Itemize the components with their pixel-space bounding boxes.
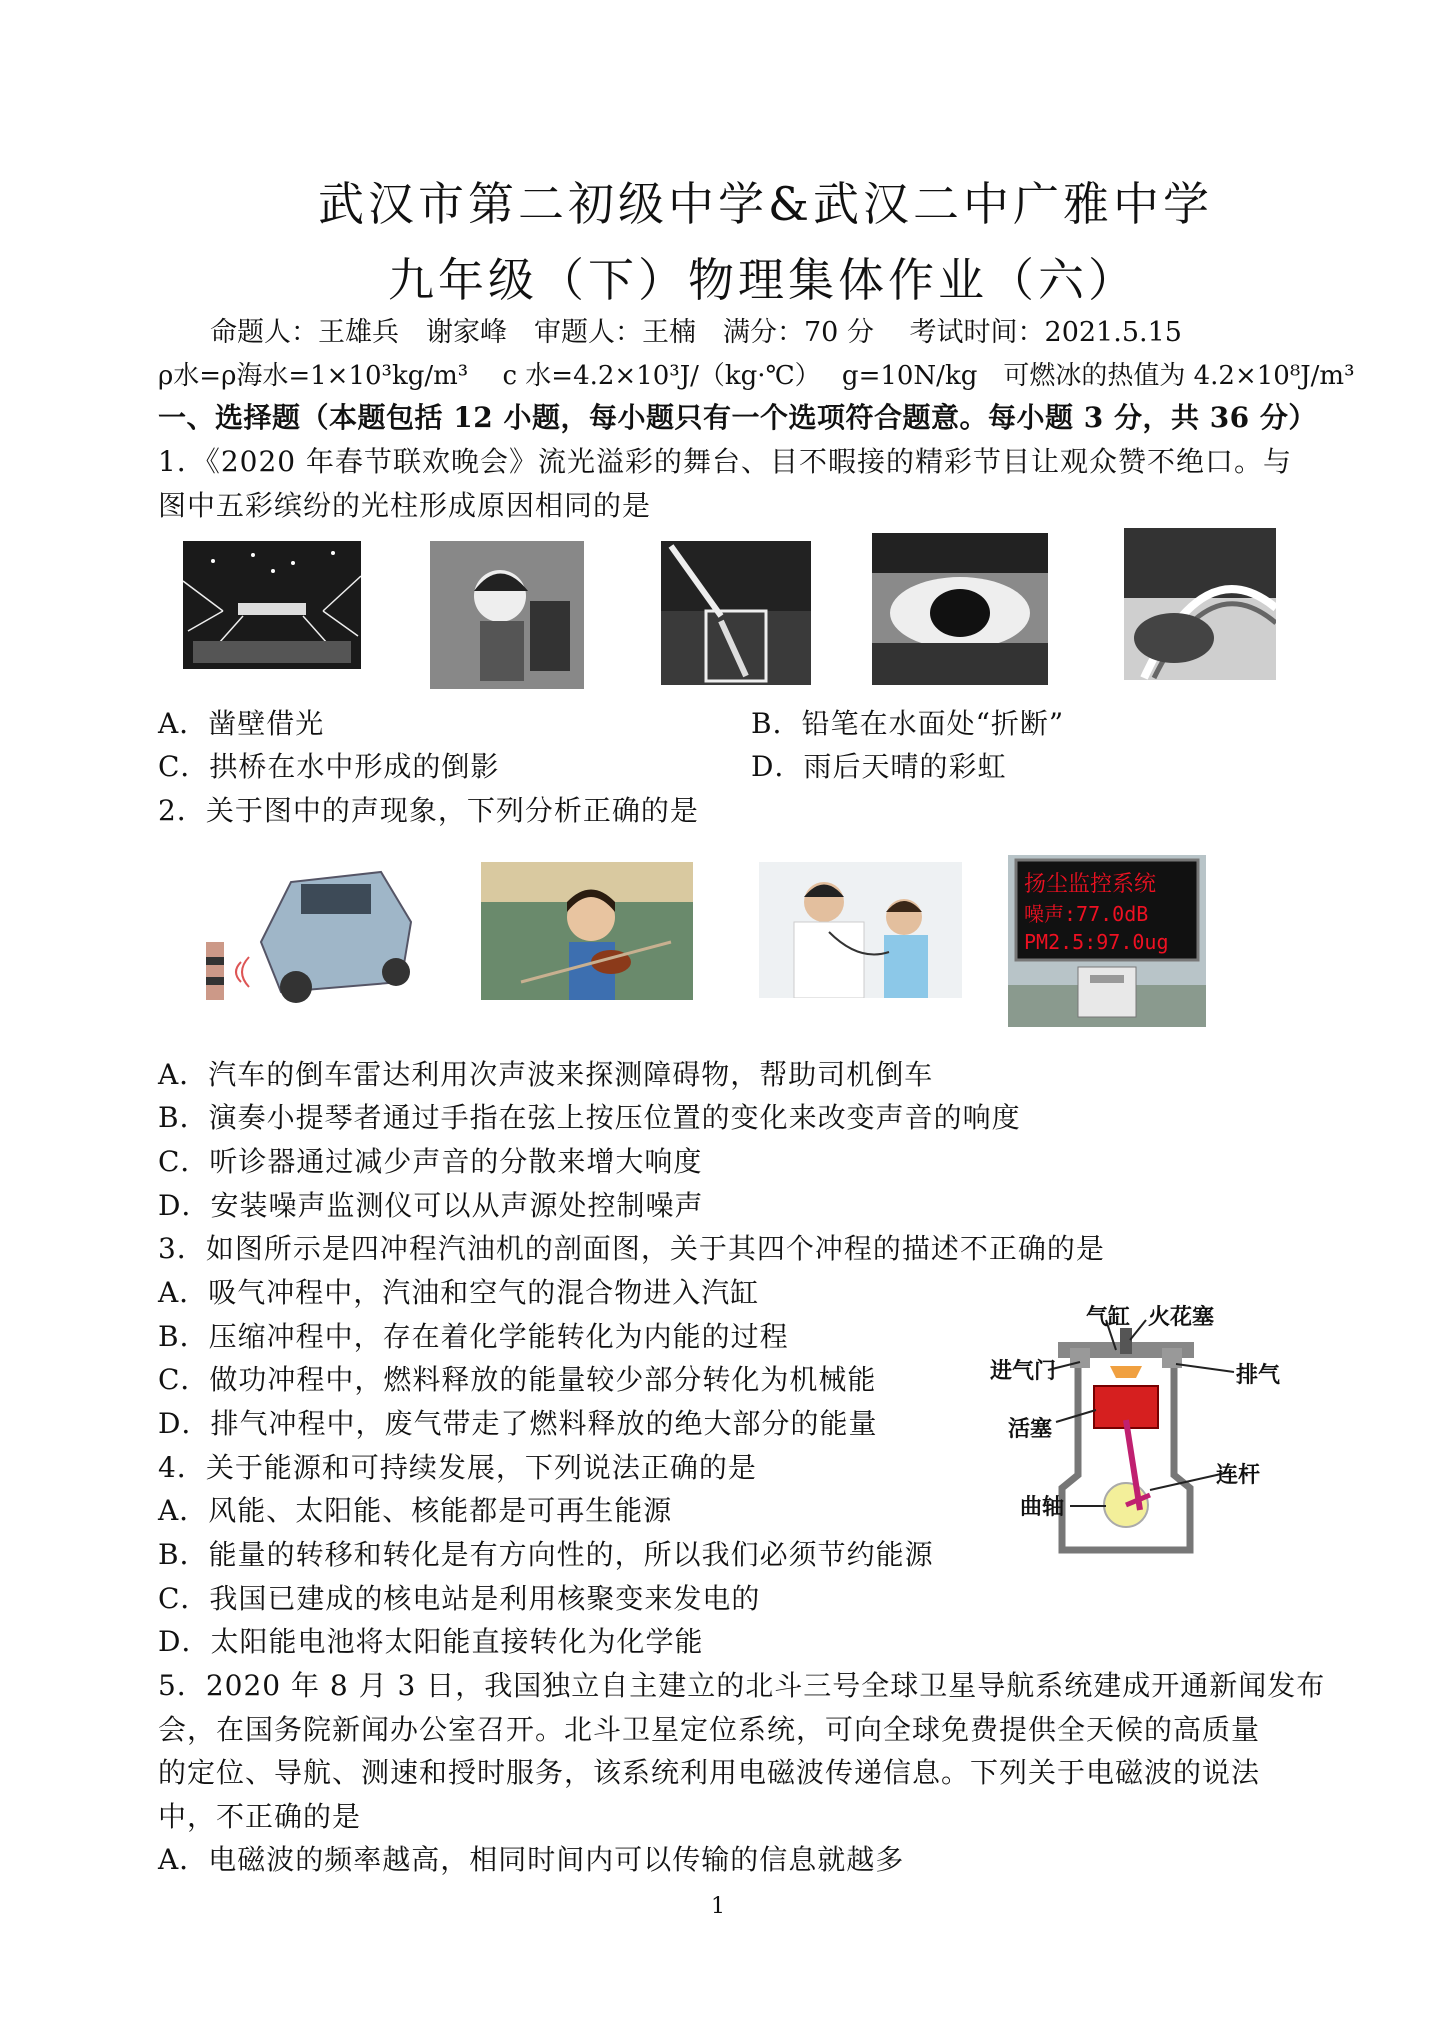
label-spark-plug: 火花塞 [1148, 1305, 1215, 1330]
q5-stem-line1: 5．2020 年 8 月 3 日，我国独立自主建立的北斗三号全球卫星导航系统建成开通新闻发布 [158, 1669, 1326, 1702]
q1-option-c: C．拱桥在水中形成的倒影 [158, 750, 500, 783]
q4-option-a: A．风能、太阳能、核能都是可再生能源 [158, 1494, 673, 1527]
q2-option-c: C．听诊器通过减少声音的分散来增大响度 [158, 1145, 703, 1178]
q1-option-b: B．铅笔在水面处“折断” [751, 707, 1065, 740]
q4-stem: 4．关于能源和可持续发展，下列说法正确的是 [158, 1451, 757, 1484]
stethoscope-image [759, 862, 962, 998]
page-number: 1 [711, 1894, 725, 1919]
violin-player-image [481, 862, 693, 1000]
stage-lights-image [183, 541, 361, 669]
bridge-reflection-image [872, 533, 1048, 685]
q5-option-a: A．电磁波的频率越高，相同时间内可以传输的信息就越多 [158, 1843, 905, 1876]
noise-monitor-image [1008, 855, 1206, 1027]
q3-option-c: C．做功冲程中，燃料释放的能量较少部分转化为机械能 [158, 1363, 877, 1396]
label-exhaust: 排气 [1236, 1363, 1281, 1388]
q4-option-c: C．我国已建成的核电站是利用核聚变来发电的 [158, 1582, 761, 1615]
label-piston: 活塞 [1008, 1417, 1053, 1442]
q1-option-a: A．凿壁借光 [158, 707, 325, 740]
label-cylinder: 气缸 [1086, 1305, 1131, 1330]
label-rod: 连杆 [1216, 1463, 1261, 1488]
car-radar-image [201, 862, 417, 1010]
q4-option-b: B．能量的转移和转化是有方向性的，所以我们必须节约能源 [158, 1538, 934, 1571]
engine-diagram [990, 1300, 1290, 1562]
label-crank: 曲轴 [1020, 1495, 1065, 1520]
q1-option-d: D．雨后天晴的彩虹 [751, 750, 1007, 783]
q1-stem-line2: 图中五彩缤纷的光柱形成原因相同的是 [158, 489, 652, 522]
section-heading: 一、选择题（本题包括 12 小题，每小题只有一个选项符合题意。每小题 3 分，共 36 分） [158, 401, 1317, 434]
q1-stem-line1: 1．《2020 年春节联欢晚会》流光溢彩的舞台、目不暇接的精彩节目让观众赞不绝口。与 [158, 445, 1292, 478]
q2-option-d: D．安装噪声监测仪可以从声源处控制噪声 [158, 1189, 704, 1222]
school-title: 武汉市第二初级中学&武汉二中广雅中学 [318, 177, 1213, 231]
board-line1: 扬尘监控系统 [1024, 872, 1157, 897]
chisel-wall-image [430, 541, 584, 689]
pencil-in-water-image [661, 541, 811, 685]
board-line2: 噪声:77.0dB [1024, 902, 1149, 926]
q3-option-a: A．吸气冲程中，汽油和空气的混合物进入汽缸 [158, 1276, 760, 1309]
assignment-title: 九年级（下）物理集体作业（六） [388, 253, 1138, 307]
q3-option-b: B．压缩冲程中，存在着化学能转化为内能的过程 [158, 1320, 789, 1353]
q2-option-b: B．演奏小提琴者通过手指在弦上按压位置的变化来改变声音的响度 [158, 1101, 1021, 1134]
q3-stem: 3．如图所示是四冲程汽油机的剖面图，关于其四个冲程的描述不正确的是 [158, 1232, 1105, 1265]
q5-stem-line4: 中，不正确的是 [158, 1800, 362, 1833]
q4-option-d: D．太阳能电池将太阳能直接转化为化学能 [158, 1625, 704, 1658]
q5-stem-line2: 会，在国务院新闻办公室召开。北斗卫星定位系统，可向全球免费提供全天候的高质量 [158, 1713, 1261, 1746]
author-line: 命题人：王雄兵 谢家峰 审题人：王楠 满分：70 分 考试时间：2021.5.15 [210, 317, 1182, 348]
q3-option-d: D．排气冲程中，废气带走了燃料释放的绝大部分的能量 [158, 1407, 878, 1440]
q2-option-a: A．汽车的倒车雷达利用次声波来探测障碍物，帮助司机倒车 [158, 1058, 934, 1091]
q2-stem: 2．关于图中的声现象，下列分析正确的是 [158, 794, 699, 827]
constants-line: ρ水=ρ海水=1×10³kg/m³ c 水=4.2×10³J/（kg·℃） g=10N/kg 可燃冰的热值为 4.2×10⁸J/m³ [158, 361, 1355, 391]
board-line3: PM2.5:97.0ug [1024, 930, 1169, 954]
label-intake: 进气门 [990, 1359, 1057, 1384]
rainbow-image [1124, 528, 1276, 680]
q5-stem-line3: 的定位、导航、测速和授时服务，该系统利用电磁波传递信息。下列关于电磁波的说法 [158, 1756, 1261, 1789]
